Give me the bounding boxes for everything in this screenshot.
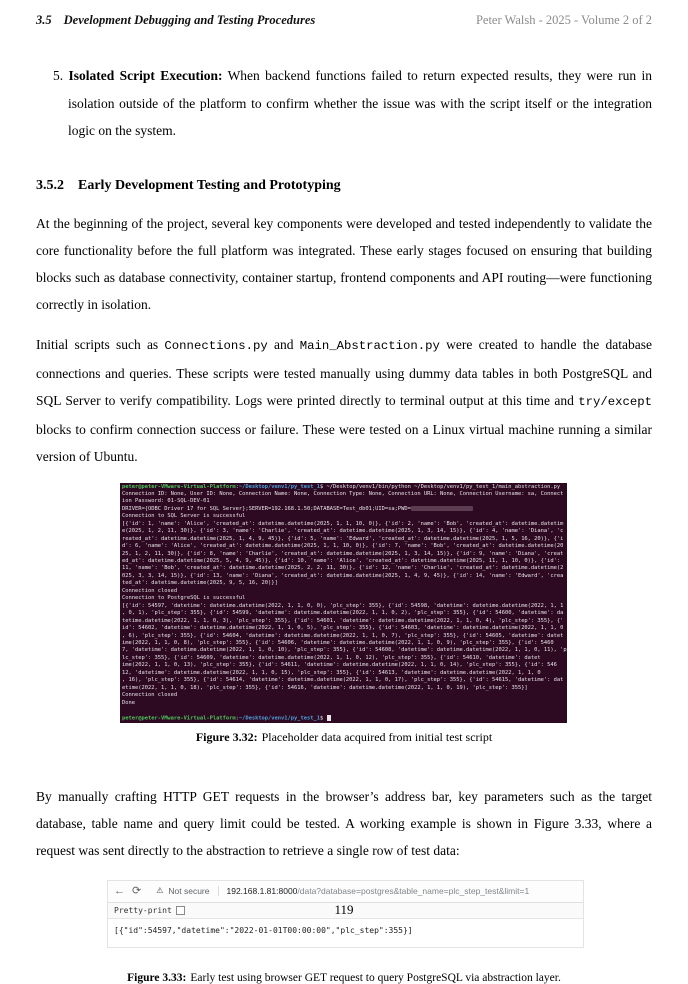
terminal-line: Connection to SQL Server is successful <box>122 513 246 520</box>
url-text <box>227 886 530 896</box>
terminal-screenshot <box>120 483 567 723</box>
terminal-line: peter@peter-VMware-Virtual-Platform:~/Desktop/venv1/py_test_1$ <box>122 715 565 723</box>
terminal-line: d': 6, 'name': 'Alice', 'created_at': datetime.datetime(2025, 1, 1, 10, 0)}, {'id': 7, 'name': 'Bob', 'created_at': datetime.datetime(20 <box>122 543 564 550</box>
terminal-line: 11, 'name': 'Bob', 'created_at': datetime.datetime(2025, 2, 2, 11, 30)}, {'id': 12, 'name': 'Charlie', 'created_at': datetime.datetime(2 <box>122 565 564 572</box>
code-try-except: try/except <box>578 394 652 409</box>
section-heading <box>36 178 652 194</box>
terminal-output <box>122 484 565 723</box>
item-text: When backend functions failed to return expected results, they were run in isolation outside of the platform to confirm whether the issue was with the script itself or the integration logic on the system. <box>68 68 652 138</box>
not-secure-label: Not secure <box>168 886 210 896</box>
terminal-line: 7, 'datetime': datetime.datetime(2022, 1, 1, 0, 10), 'plc_step': 355}, {'id': 54608, 'datetime': datetime.datetime(2022, 1, 1, 0, 11), 'p <box>122 647 567 654</box>
terminal-line: 12, 'datetime': datetime.datetime(2022, 1, 1, 0, 15), 'plc_step': 355}, {'id': 54613, 'datetime': datetime.datetime(2022, 1, 1, 0 <box>122 669 541 676</box>
terminal-line: 25, 1, 2, 11, 30)}, {'id': 8, 'name': 'Charlie', 'created_at': datetime.datetime(2025, 1, 3, 14, 15)}, {'id': 9, 'name': 'Diana', 'creat <box>122 550 564 557</box>
terminal-line: Done <box>122 699 135 706</box>
code-main-abstraction-py: Main_Abstraction.py <box>299 338 440 353</box>
paragraph-scripts-text: blocks to confirm connection success or failure. These were tested on a Linux virtual machine running a similar version of Ubuntu. <box>36 421 652 464</box>
address-bar <box>148 886 577 896</box>
header-section-number: 3.5 <box>36 13 52 27</box>
back-icon: ← <box>114 884 125 897</box>
figure-333-text: Early test using browser GET request to query PostgreSQL via abstraction layer. <box>190 971 561 984</box>
section-heading-title: Early Development Testing and Prototyping <box>78 177 341 193</box>
header-author: Peter Walsh - 2025 - Volume 2 of 2 <box>475 13 652 27</box>
item-label: Isolated Script Execution: <box>68 68 223 83</box>
url-host: 192.168.1.81:8000 <box>226 886 298 896</box>
terminal-line: Connection ID: None, User ID: None, Connection Name: None, Connection Type: None, Connection URL: None, Connection Username: sa, Connect <box>122 490 564 497</box>
terminal-line: peter@peter-VMware-Virtual-Platform:~/Desktop/venv1/py_test_1$ ~/Desktop/venv1/bin/python ~/Desktop/venv1/py_test_1/main_abstraction.py <box>122 483 561 490</box>
terminal-line: , 6), 'plc_step': 355}, {'id': 54604, 'datetime': datetime.datetime(2022, 1, 1, 0, 7), 'plc_step': 355}, {'id': 54605, 'datetime': datet <box>122 632 564 639</box>
figure-caption-332 <box>36 730 652 745</box>
terminal-line: tetime.datetime(2022, 1, 1, 0, 3), 'plc_step': 355}, {'id': 54601, 'datetime': datetime.datetime(2022, 1, 1, 0, 4), 'plc_step': 355}, {' <box>122 617 564 624</box>
terminal-line: Connection to PostgreSQL is successful <box>122 595 246 602</box>
page-header <box>36 13 652 28</box>
terminal-line: ted_at': datetime.datetime(2025, 9, 5, 16, 20)}] <box>122 580 278 587</box>
terminal-line: ime(2022, 1, 1, 0, 8), 'plc_step': 355}, {'id': 54606, 'datetime': datetime.datetime(2022, 1, 1, 0, 9), 'plc_step': 355}, {'id': 5460 <box>122 640 554 647</box>
paragraph-scripts <box>36 331 652 470</box>
terminal-line: , 16), 'plc_step': 355}, {'id': 54614, 'datetime': datetime.datetime(2022, 1, 1, 0, 17), 'plc_step': 355}, {'id': 54615, 'datetime': dat <box>122 677 564 684</box>
paragraph-scripts-text: were created to handle the database connections and queries. These scripts were tested manually using dummy data tables in both PostgreSQL and SQL Server to verify compatibility. Logs were printed directly to terminal output at this time and <box>36 336 652 408</box>
browser-toolbar <box>108 881 583 903</box>
page-number: 119 <box>334 902 354 917</box>
terminal-line: etime(2022, 1, 1, 0, 18), 'plc_step': 355}, {'id': 54616, 'datetime': datetime.datetime(2022, 1, 1, 0, 19), 'plc_step': 355}] <box>122 684 528 691</box>
terminal-line: ion Password: 01-SQL-DEV-01 <box>122 498 210 505</box>
terminal-line: id': 54602, 'datetime': datetime.datetime(2022, 1, 1, 0, 5), 'plc_step': 355}, {'id': 54603, 'datetime': datetime.datetime(2022, 1, 1, 0 <box>122 625 564 632</box>
paragraph-scripts-text: and <box>267 336 300 352</box>
terminal-line: Connection closed <box>122 692 178 699</box>
figure-332-text: Placeholder data acquired from initial test script <box>261 729 493 744</box>
header-section-title <box>36 13 315 28</box>
address-bar-divider <box>218 886 219 896</box>
redacted-password <box>411 506 473 511</box>
terminal-line: [{'id': 54597, 'datetime': datetime.datetime(2022, 1, 1, 0, 0), 'plc_step': 355}, {'id': 54598, 'datetime': datetime.datetime(2022, 1, 1 <box>122 602 564 609</box>
terminal-line <box>122 707 565 714</box>
pretty-print-label: Pretty-print <box>114 905 172 915</box>
terminal-line: ed_at': datetime.datetime(2025, 5, 4, 9, 45)}, {'id': 10, 'name': 'Alice', 'created_at': datetime.datetime(2025, 11, 1, 10, 0)}, {'id': <box>122 558 561 565</box>
item-number: 5. <box>53 68 64 83</box>
json-response-body: [{"id":54597,"datetime":"2022-01-01T00:00:00","plc_step":355}] <box>114 925 413 935</box>
code-connections-py: Connections.py <box>164 338 268 353</box>
header-title: Development Debugging and Testing Procedures <box>63 13 316 27</box>
terminal-line: [{'id': 1, 'name': 'Alice', 'created_at': datetime.datetime(2025, 1, 1, 10, 0)}, {'id': 2, 'name': 'Bob', 'created_at': datetime.datetim <box>122 520 564 527</box>
terminal-line: e(2025, 1, 2, 11, 30)}, {'id': 3, 'name': 'Charlie', 'created_at': datetime.datetime(2025, 1, 3, 14, 15)}, {'id': 4, 'name': 'Diana', 'c <box>122 528 564 535</box>
terminal-cursor <box>327 715 330 721</box>
terminal-line: DRIVER={ODBC Driver 17 for SQL Server};SERVER=192.168.1.50;DATABASE=Test_db01;UID=sa;PWD= <box>122 506 565 513</box>
figure-332-label: Figure 3.32: <box>195 729 258 744</box>
list-item-5 <box>36 62 652 145</box>
terminal-line: ime(2022, 1, 1, 0, 13), 'plc_step': 355}, {'id': 54611, 'datetime': datetime.datetime(2022, 1, 1, 0, 14), 'plc_step': 355}, {'id': 546 <box>122 662 557 669</box>
terminal-line: 025, 3, 3, 14, 15)}, {'id': 13, 'name': 'Diana', 'created_at': datetime.datetime(2025, 1, 4, 9, 45)}, {'id': 14, 'name': 'Edward', 'crea <box>122 572 564 579</box>
paragraph-scripts-text: Initial scripts such as <box>36 336 165 352</box>
section-heading-number: 3.5.2 <box>36 177 64 193</box>
paragraph-http: By manually crafting HTTP GET requests in the browser’s address bar, key parameters such as the target database, table name and query limit could be tested. A working example is shown in Figure 3.33, where a request was sent directly to the abstraction to retrieve a single row of test data: <box>36 788 652 858</box>
figure-333-label: Figure 3.33: <box>127 971 187 984</box>
terminal-line: reated_at': datetime.datetime(2025, 1, 4, 9, 45)}, {'id': 5, 'name': 'Edward', 'created_at': datetime.datetime(2025, 1, 5, 16, 20)}, {'i <box>122 535 564 542</box>
warning-icon: ⚠ <box>156 886 164 895</box>
terminal-line: lc_step': 355}, {'id': 54609, 'datetime': datetime.datetime(2022, 1, 1, 0, 12), 'plc_step': 355}, {'id': 54610, 'datetime': datet <box>122 654 541 661</box>
figure-caption-333 <box>36 972 652 984</box>
url-path: /data?database=postgres&table_name=plc_step_test&limit=1 <box>297 886 530 896</box>
paragraph-intro: At the beginning of the project, several key components were developed and tested independently to validate the core functionality before the full platform was integrated. These early stages focused on ensuring that building blocks such as database connectivity, container startup, frontend components and API routing—were functioning correctly in isolation. <box>36 215 652 312</box>
terminal-line: Connection closed <box>122 587 178 594</box>
terminal-line: , 0, 1), 'plc_step': 355}, {'id': 54599, 'datetime': datetime.datetime(2022, 1, 1, 0, 2), 'plc_step': 355}, {'id': 54600, 'datetime': da <box>122 610 564 617</box>
reload-icon: ⟳ <box>132 884 142 897</box>
